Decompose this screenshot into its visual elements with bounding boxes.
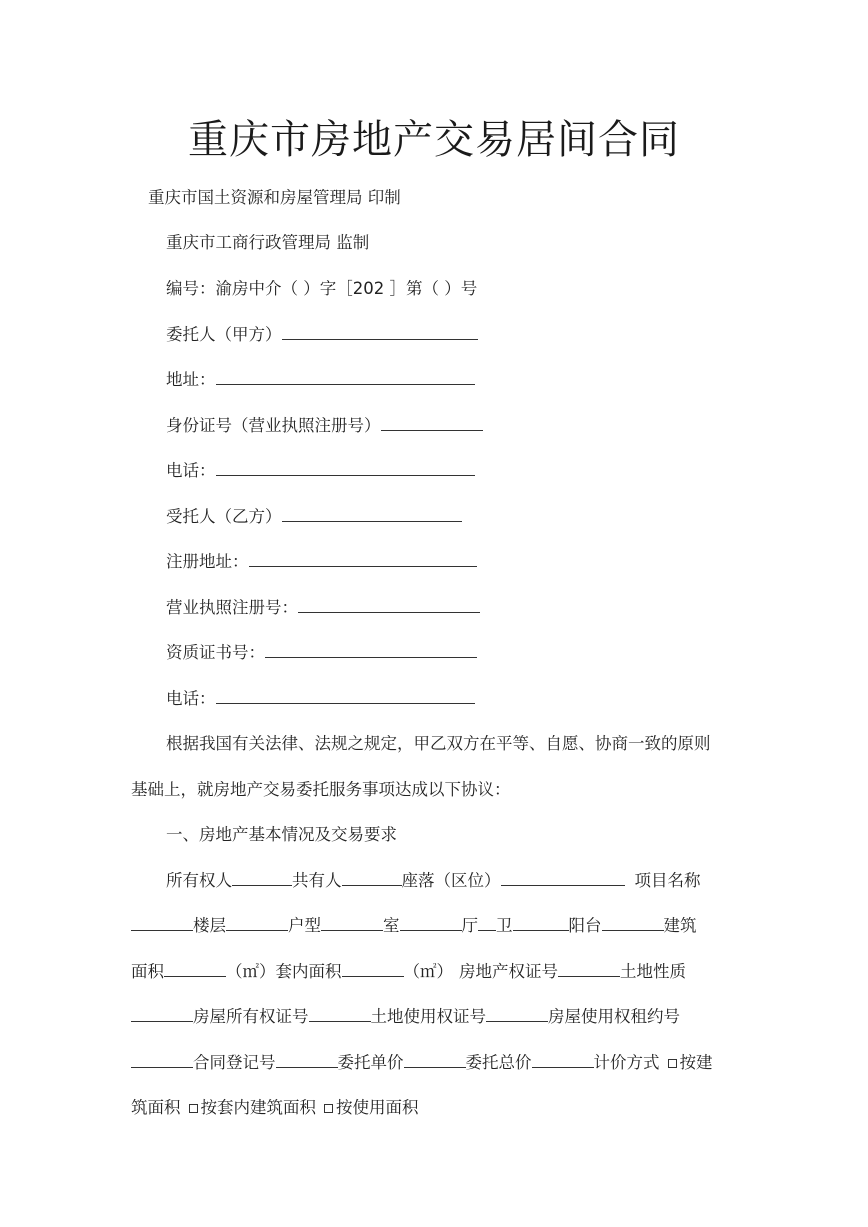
- unit-type-label: 户型: [288, 916, 321, 935]
- contract-number-line: 编号：渝房中介（ ）字［202 ］第（ ）号: [166, 279, 478, 298]
- agent-address-blank[interactable]: [249, 550, 477, 567]
- area-label: 面积: [131, 962, 164, 981]
- unit-type-blank[interactable]: [321, 914, 383, 931]
- client-id-blank[interactable]: [381, 414, 483, 431]
- client-field: [166, 323, 478, 347]
- total-price-blank[interactable]: [532, 1051, 594, 1068]
- section-1-row-3: [131, 960, 686, 984]
- unit-price-label: 委托单价: [337, 1053, 404, 1072]
- pricing-option-3-label: 按使用面积: [336, 1098, 419, 1117]
- pricing-option-1-label-a: 按建: [679, 1053, 713, 1072]
- contract-no-blank[interactable]: [276, 1051, 338, 1068]
- supervised-by-line: 重庆市工商行政管理局 监制: [166, 233, 370, 252]
- house-cert-blank[interactable]: [309, 1005, 371, 1022]
- pricing-option-2-checkbox[interactable]: [189, 1104, 198, 1113]
- build-label: 建筑: [663, 916, 697, 935]
- pricing-option-2-label: 按套内建筑面积: [200, 1098, 316, 1117]
- agent-qualification-blank[interactable]: [265, 641, 477, 658]
- owner-blank[interactable]: [232, 869, 292, 886]
- room-label: 室: [383, 916, 400, 935]
- inner-area-blank[interactable]: [342, 960, 404, 977]
- bath-label: 卫: [496, 916, 513, 935]
- client-address-label: 地址：: [166, 370, 216, 389]
- client-blank[interactable]: [282, 323, 478, 340]
- lease-no-label: 房屋使用权租约号: [548, 1007, 680, 1026]
- location-label: 座落（区位）: [401, 871, 501, 890]
- agent-license-blank[interactable]: [298, 596, 480, 613]
- house-cert-label: 房屋所有权证号: [193, 1007, 309, 1026]
- sqm-unit-1: （㎡）: [226, 962, 276, 981]
- preamble-line-2: 基础上，就房地产交易委托服务事项达成以下协议：: [131, 780, 511, 799]
- area-blank[interactable]: [164, 960, 226, 977]
- agent-blank[interactable]: [282, 505, 462, 522]
- land-use-cert-label: 土地使用权证号: [370, 1007, 486, 1026]
- client-address-field: [166, 368, 475, 392]
- hall-label: 厅: [461, 916, 478, 935]
- property-cert-blank[interactable]: [558, 960, 620, 977]
- owner-label: 所有权人: [166, 871, 232, 890]
- agent-license-label: 营业执照注册号：: [166, 598, 298, 617]
- balcony-blank[interactable]: [602, 914, 664, 931]
- agent-address-field: [166, 550, 477, 574]
- agent-phone-blank[interactable]: [216, 687, 475, 704]
- client-id-field: [166, 414, 483, 438]
- section-1-row-1: [166, 869, 701, 893]
- section-1-row-5: [131, 1051, 713, 1075]
- floor-blank[interactable]: [226, 914, 288, 931]
- agent-label: 受托人（乙方）: [166, 507, 282, 526]
- agent-qualification-field: [166, 641, 477, 665]
- agent-qualification-label: 资质证书号：: [166, 643, 265, 662]
- balcony-label: 阳台: [568, 916, 602, 935]
- property-cert-label: 房地产权证号: [459, 962, 558, 981]
- bath-blank[interactable]: [513, 914, 569, 931]
- section-1-row-2: [131, 914, 697, 938]
- pricing-label: 计价方式: [593, 1053, 660, 1072]
- section-1-heading: 一、房地产基本情况及交易要求: [166, 825, 397, 844]
- project-name-blank[interactable]: [131, 914, 193, 931]
- agent-field: [166, 505, 462, 529]
- land-nature-blank[interactable]: [131, 1005, 193, 1022]
- client-phone-blank[interactable]: [216, 459, 475, 476]
- lease-no-blank[interactable]: [131, 1051, 193, 1068]
- floor-label: 楼层: [193, 916, 226, 935]
- location-blank[interactable]: [501, 869, 625, 886]
- client-label: 委托人（甲方）: [166, 325, 282, 344]
- project-name-label: 项目名称: [634, 871, 701, 890]
- agent-phone-field: [166, 687, 475, 711]
- page-title: 重庆市房地产交易居间合同: [188, 117, 680, 163]
- land-use-cert-blank[interactable]: [486, 1005, 548, 1022]
- pricing-option-1-label-b: 筑面积: [131, 1098, 181, 1117]
- contract-no-label: 合同登记号: [193, 1053, 276, 1072]
- preamble-line-1: 根据我国有关法律、法规之规定，甲乙双方在平等、自愿、协商一致的原则: [166, 734, 711, 753]
- room-blank[interactable]: [400, 914, 462, 931]
- sqm-unit-2: （㎡）: [403, 962, 453, 981]
- client-phone-field: [166, 459, 475, 483]
- land-nature-label: 土地性质: [620, 962, 686, 981]
- hall-blank[interactable]: [478, 914, 496, 931]
- client-id-label: 身份证号（营业执照注册号）: [166, 416, 381, 435]
- pricing-option-3-checkbox[interactable]: [324, 1104, 333, 1113]
- co-owner-blank[interactable]: [342, 869, 402, 886]
- co-owner-label: 共有人: [292, 871, 342, 890]
- printed-by-line: 重庆市国土资源和房屋管理局 印制: [148, 188, 401, 207]
- client-address-blank[interactable]: [216, 368, 475, 385]
- unit-price-blank[interactable]: [404, 1051, 466, 1068]
- section-1-row-6: [131, 1096, 419, 1120]
- total-price-label: 委托总价: [465, 1053, 532, 1072]
- client-phone-label: 电话：: [166, 461, 216, 480]
- section-1-row-4: [131, 1005, 680, 1029]
- pricing-option-1-checkbox[interactable]: [668, 1059, 677, 1068]
- agent-address-label: 注册地址：: [166, 552, 249, 571]
- agent-license-field: [166, 596, 480, 620]
- inner-area-label: 套内面积: [275, 962, 342, 981]
- agent-phone-label: 电话：: [166, 689, 216, 708]
